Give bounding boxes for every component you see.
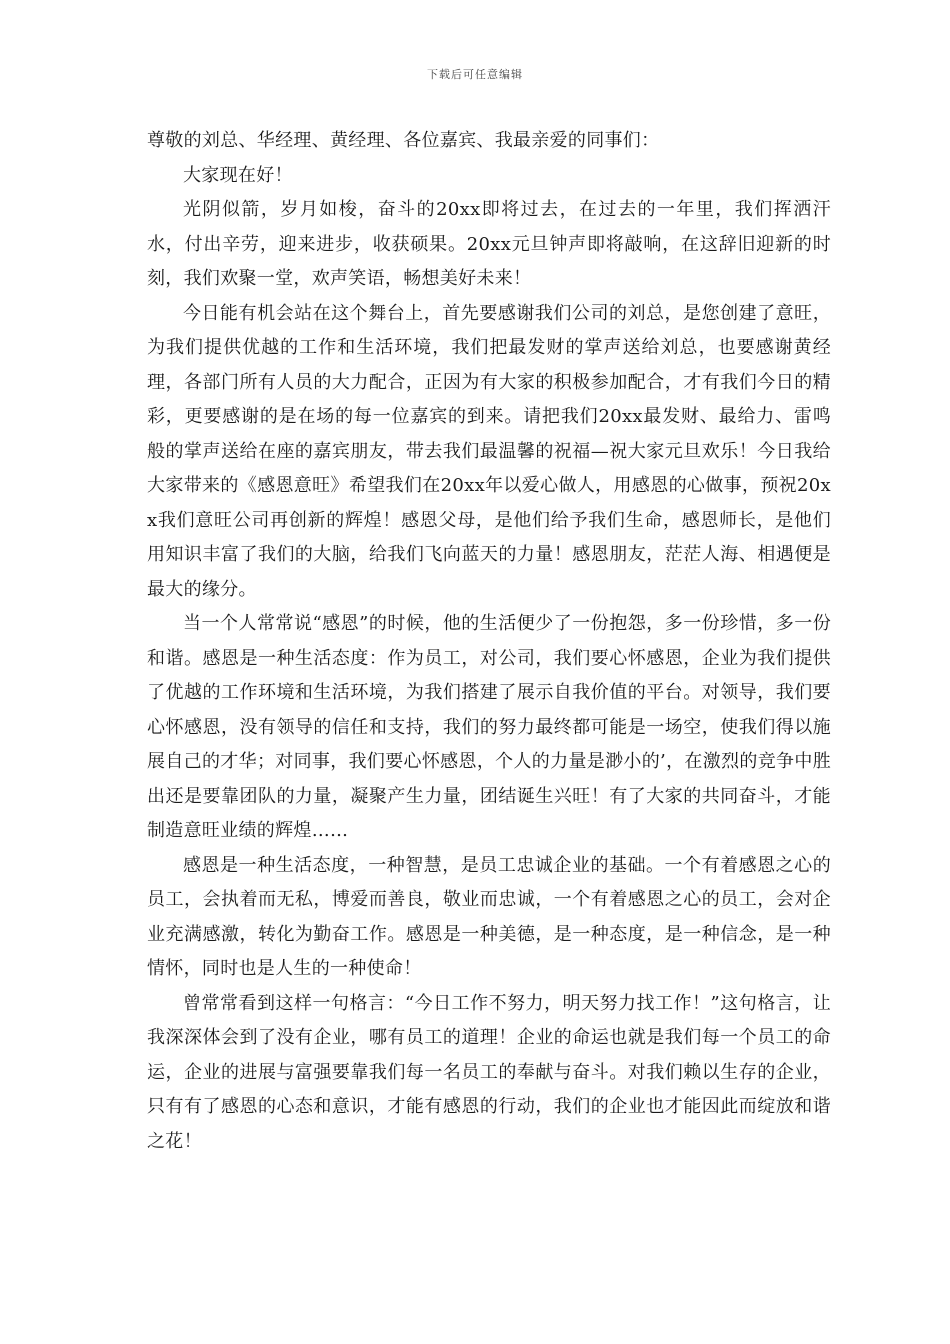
page-header-note: 下载后可任意编辑	[427, 68, 523, 81]
document-body	[147, 124, 831, 1159]
paragraph-3: 当一个人常常说“感恩”的时候，他的生活便少了一份抱怨，多一份珍惜，多一份和谐。感恩是一种生活态度：作为员工，对公司，我们要心怀感恩，企业为我们提供了优越的工作环境和生活环境，为我们搭建了展示自我价值的平台。对领导，我们要心怀感恩，没有领导的信任和支持，我们的努力最终都可能是一场空，使我们得以施展自己的才华；对同事，我们要心怀感恩，个人的力量是渺小的’，在激烈的竞争中胜出还是要靠团队的力量，凝聚产生力量，团结诞生兴旺！有了大家的共同奋斗，才能制造意旺业绩的辉煌……	[147, 613, 831, 841]
greeting: 大家现在好！	[183, 164, 293, 186]
paragraph-4: 感恩是一种生活态度，一种智慧，是员工忠诚企业的基础。一个有着感恩之心的员工，会执着而无私，博爱而善良，敬业而忠诚，一个有着感恩之心的员工，会对企业充满感激，转化为勤奋工作。感恩是一种美德，是一种态度，是一种信念，是一种情怀，同时也是人生的一种使命！	[147, 854, 831, 979]
paragraph-2: 今日能有机会站在这个舞台上，首先要感谢我们公司的刘总，是您创建了意旺，为我们提供优越的工作和生活环境，我们把最发财的掌声送给刘总，也要感谢黄经理，各部门所有人员的大力配合，正因为有大家的积极参加配合，才有我们今日的精彩，更要感谢的是在场的每一位嘉宾的到来。请把我们20xx最发财、最给力、雷鸣般的掌声送给在座的嘉宾朋友，带去我们最温馨的祝福—祝大家元旦欢乐！今日我给大家带来的《感恩意旺》希望我们在20xx年以爱心做人，用感恩的心做事，预祝20xx我们意旺公司再创新的辉煌！感恩父母，是他们给予我们生命，感恩师长，是他们用知识丰富了我们的大脑，给我们飞向蓝天的力量！感恩朋友，茫茫人海、相遇便是最大的缘分。	[147, 302, 831, 600]
salutation: 尊敬的刘总、华经理、黄经理、各位嘉宾、我最亲爱的同事们：	[147, 130, 660, 151]
paragraph-5: 曾常常看到这样一句格言：“今日工作不努力，明天努力找工作！”这句格言，让我深深体会到了没有企业，哪有员工的道理！企业的命运也就是我们每一个员工的命运，企业的进展与富强要靠我们每一名员工的奉献与奋斗。对我们赖以生存的企业，只有有了感恩的心态和意识，才能有感恩的行动，我们的企业也才能因此而绽放和谐之花！	[147, 992, 831, 1152]
paragraph-1: 光阴似箭，岁月如梭，奋斗的20xx即将过去，在过去的一年里，我们挥洒汗水，付出辛劳，迎来进步，收获硕果。20xx元旦钟声即将敲响，在这辞旧迎新的时刻，我们欢聚一堂，欢声笑语，畅想美好未来！	[147, 199, 831, 289]
